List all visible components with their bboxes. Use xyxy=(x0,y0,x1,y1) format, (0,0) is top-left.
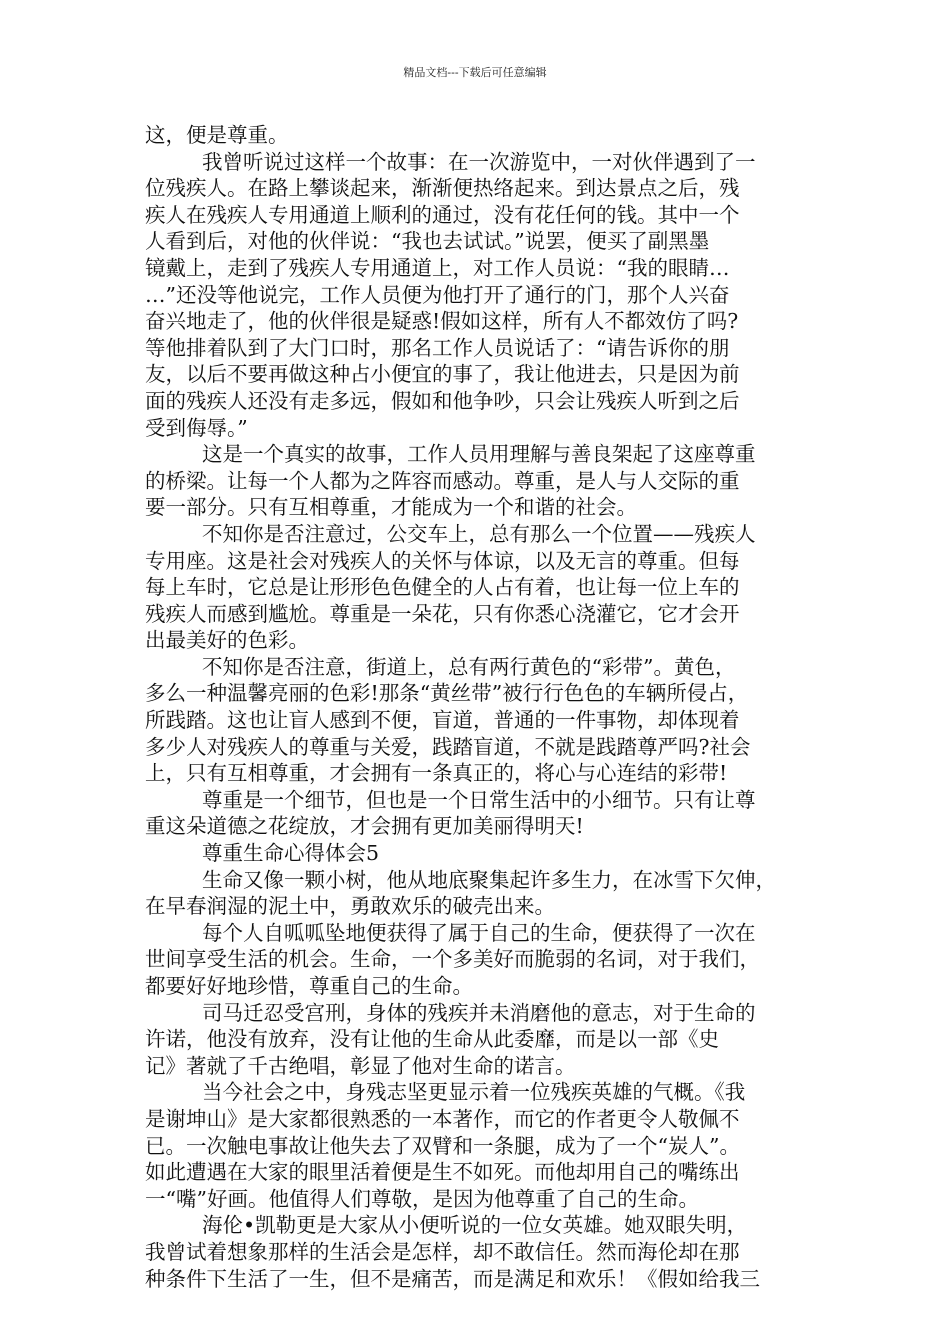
text-line: 不知你是否注意，街道上，总有两行黄色的“彩带”。黄色， xyxy=(202,654,736,679)
text-line: 出最美好的色彩。 xyxy=(145,628,309,653)
text-line: 尊重是一个细节，但也是一个日常生活中的小细节。只有让尊 xyxy=(202,787,756,812)
text-line: 种条件下生活了一生，但不是痛苦，而是满足和欢乐！《假如给我三 xyxy=(145,1266,760,1291)
text-line: 上，只有互相尊重，才会拥有一条真正的，将心与心连结的彩带! xyxy=(145,761,728,786)
text-line: 已。一次触电事故让他失去了双臂和一条腿，成为了一个“炭人”。 xyxy=(145,1133,740,1158)
text-line: 每上车时，它总是让形形色色健全的人占有着，也让每一位上车的 xyxy=(145,575,740,600)
text-line: 都要好好地珍惜，尊重自己的生命。 xyxy=(145,974,473,998)
text-line: 位残疾人。在路上攀谈起来，渐渐便热络起来。到达景点之后，残 xyxy=(145,176,740,201)
text-line: 奋兴地走了，他的伙伴很是疑惑!假如这样，所有人不都效仿了吗? xyxy=(145,309,739,334)
text-line: 当今社会之中，身残志坚更显示着一位残疾英雄的气概。《我 xyxy=(202,1080,746,1105)
text-line: 记》著就了千古绝唱，彰显了他对生命的诺言。 xyxy=(145,1053,576,1078)
text-line: 疾人在残疾人专用通道上顺利的通过，没有花任何的钱。其中一个 xyxy=(145,202,740,227)
text-line: 不知你是否注意过，公交车上，总有那么一个位置——残疾人 xyxy=(202,521,756,546)
text-line: 所践踏。这也让盲人感到不便，盲道，普通的一件事物，却体现着 xyxy=(145,708,740,733)
text-line: 受到侮辱。” xyxy=(145,415,248,440)
text-line: …”还没等他说完，工作人员便为他打开了通行的门，那个人兴奋 xyxy=(145,282,730,307)
text-line: 许诺，他没有放弃，没有让他的生命从此委靡，而是以一部《史 xyxy=(145,1027,719,1052)
text-line: 这，便是尊重。 xyxy=(145,123,289,147)
text-line: 生命又像一颗小树，他从地底聚集起许多生力，在冰雪下欠伸， xyxy=(202,867,776,892)
text-line: 要一部分。只有互相尊重，才能成为一个和谐的社会。 xyxy=(145,495,637,520)
text-line: 残疾人而感到尴尬。尊重是一朵花，只有你悉心浇灌它，它才会开 xyxy=(145,601,740,626)
text-line: 尊重生命心得体会5 xyxy=(202,841,380,866)
text-line: 我曾试着想象那样的生活会是怎样，却不敢信任。然而海伦却在那 xyxy=(145,1239,740,1264)
text-line: 这是一个真实的故事，工作人员用理解与善良架起了这座尊重 xyxy=(202,442,756,467)
text-line: 人看到后，对他的伙伴说：“我也去试试。”说罢，便买了副黑墨 xyxy=(145,229,710,254)
text-line: 面的残疾人还没有走多远，假如和他争吵，只会让残疾人听到之后 xyxy=(145,388,740,413)
text-line: 多么一种温馨亮丽的色彩!那条“黄丝带”被行行色色的车辆所侵占， xyxy=(145,681,749,706)
text-line: 每个人自呱呱坠地便获得了属于自己的生命，便获得了一次在 xyxy=(202,920,756,945)
page-header: 精品文档---下载后可任意编辑 xyxy=(403,66,547,79)
text-line: 专用座。这是社会对残疾人的关怀与体谅，以及无言的尊重。但每 xyxy=(145,548,740,573)
text-line: 海伦•凯勒更是大家从小便听说的一位女英雄。她双眼失明， xyxy=(202,1213,748,1238)
text-line: 友，以后不要再做这种占小便宜的事了，我让他进去，只是因为前 xyxy=(145,362,740,387)
text-line: 的桥梁。让每一个人都为之阵容而感动。尊重，是人与人交际的重 xyxy=(145,468,740,493)
text-line: 司马迁忍受宫刑，身体的残疾并未消磨他的意志，对于生命的 xyxy=(202,1000,756,1025)
text-line: 镜戴上，走到了残疾人专用通道上，对工作人员说：“我的眼睛… xyxy=(145,255,730,280)
document-body xyxy=(145,122,809,1292)
text-line: 重这朵道德之花绽放，才会拥有更加美丽得明天! xyxy=(145,814,584,839)
text-line: 如此遭遇在大家的眼里活着便是生不如死。而他却用自己的嘴练出 xyxy=(145,1160,740,1185)
text-line: 我曾听说过这样一个故事：在一次游览中，一对伙伴遇到了一 xyxy=(202,149,756,174)
text-line: 在早春润湿的泥土中，勇敢欢乐的破壳出来。 xyxy=(145,894,555,919)
text-line: 世间享受生活的机会。生命，一个多美好而脆弱的名词，对于我们， xyxy=(145,947,760,972)
text-line: 是谢坤山》是大家都很熟悉的一本著作，而它的作者更令人敬佩不 xyxy=(145,1106,740,1131)
text-line: 多少人对残疾人的尊重与关爱，践踏盲道，不就是践踏尊严吗?社会 xyxy=(145,734,751,759)
text-line: 一“嘴”好画。他值得人们尊敬，是因为他尊重了自己的生命。 xyxy=(145,1186,699,1211)
text-line: 等他排着队到了大门口时，那名工作人员说话了：“请告诉你的朋 xyxy=(145,335,730,360)
